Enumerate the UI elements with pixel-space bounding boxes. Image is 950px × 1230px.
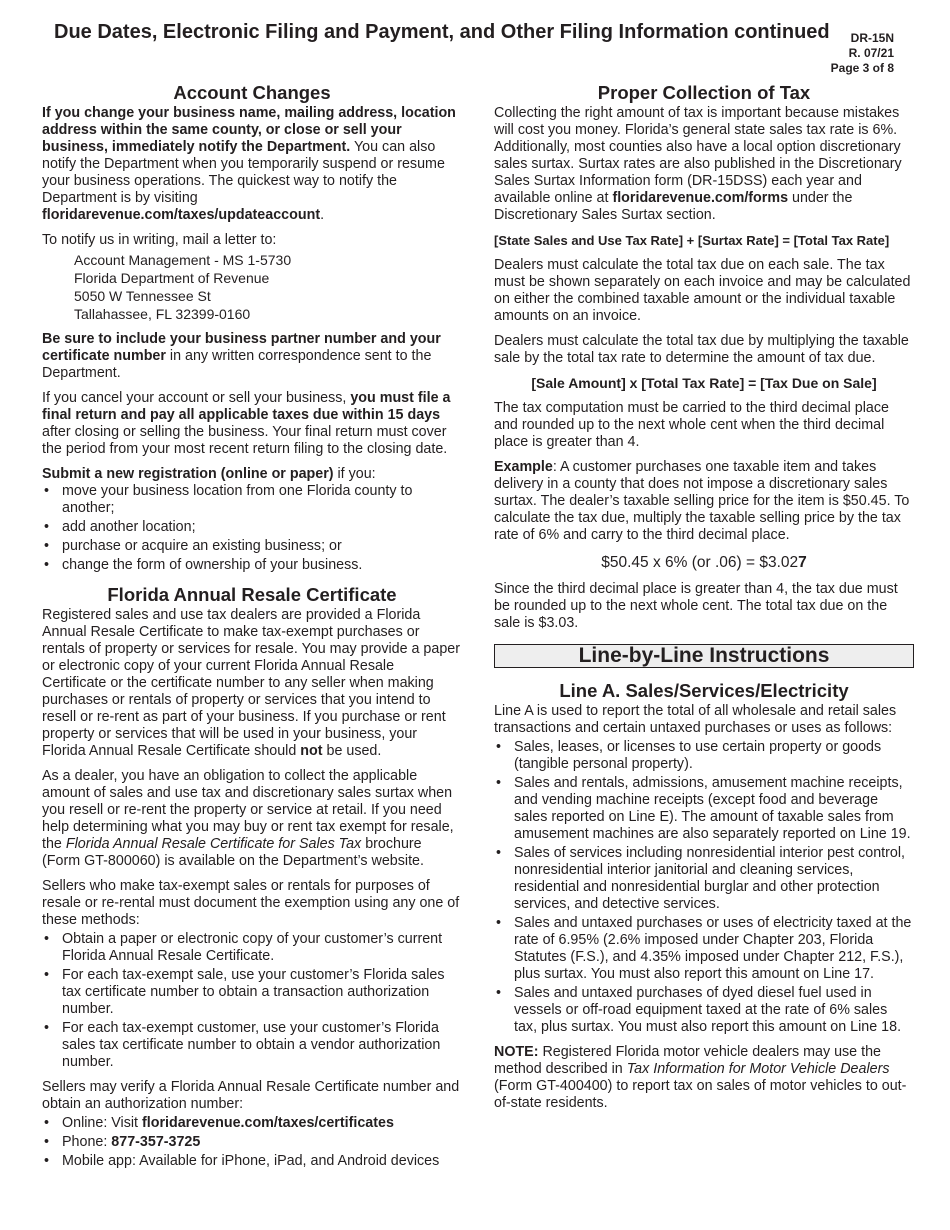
collection-heading: Proper Collection of Tax [597, 82, 811, 103]
account-changes-heading: Account Changes [173, 82, 331, 103]
form-revision: R. 07/21 [848, 46, 894, 60]
left-column [42, 82, 462, 1178]
resale-p1: Registered sales and use tax dealers are provided a Florida Annual Resale Certificate to make tax-exempt purchases or rentals of property or services for resale. You may provide a paper or electronic copy of your current Florida Annual Resale Certificate or the certificate number to any seller when making purchases or rentals of property or services that you intend to resell or re-rent as part of your business. If you purchase or rent property or services that will be used in your business, your Florida Annual Resale Certificate should not be used. [42, 607, 461, 759]
exemption-methods-list [42, 931, 462, 1071]
phone-number: 877-357-3725 [111, 1134, 201, 1150]
list-item: • change the form of ownership of your business. [42, 557, 462, 574]
form-code-block [831, 31, 894, 76]
list-item: • Sales and rentals, admissions, amusement machine receipts, and vending machine receipts (except food and beverage sales reported on Line E). The amount of taxable sales from amusement machines are also separately reported on Line 19. [494, 775, 914, 843]
list-item: • Mobile app: Available for iPhone, iPad, and Android devices [42, 1153, 462, 1170]
collection-p1: Collecting the right amount of tax is important because mistakes will cost you money. Florida’s general state sales tax rate is 6%. Additionally, most counties also have a local option discretionary sales surtax. Surtax rates are also published in the Discretionary Sales Surtax Information form (DR-15DSS) each year and available online at floridarevenue.com/forms under the Discretionary Sales Surtax section. [494, 105, 902, 223]
list-item: • For each tax-exempt sale, use your customer’s Florida sales tax certificate number to obtain a transaction authorization number. [42, 967, 462, 1018]
new-registration-intro: Submit a new registration (online or paper) if you: [42, 466, 376, 482]
resale-p2: As a dealer, you have an obligation to collect the applicable amount of sales and use tax and discretionary sales surtax when you resell or re-rent the property or service at retail. If you need help determining what you may buy or rent tax exempt for resale, the Florida Annual Resale Certificate for Sales Tax brochure (Form GT-800060) is available on the Department’s website. [42, 768, 454, 869]
list-item: • Sales and untaxed purchases or uses of electricity taxed at the rate of 6.95% (2.6% imposed under Chapter 203, Florida Statutes (F.S.), and 4.35% imposed under Chapter 212, F.S.), plus surtax. You must also report this amount on Line 17. [494, 915, 914, 983]
verify-methods-list [42, 1115, 462, 1170]
mail-intro: To notify us in writing, mail a letter to: [42, 232, 277, 248]
mailing-address: Account Management - MS 1-5730 Florida Department of Revenue 5050 W Tennessee St Tallahassee, FL 32399-0160 [74, 252, 292, 322]
page-title: Due Dates, Electronic Filing and Payment, and Other Filing Information continued [54, 21, 830, 43]
forms-link[interactable]: floridarevenue.com/forms [612, 190, 789, 206]
line-a-list [494, 739, 914, 1036]
collection-p3: Dealers must calculate the total tax due by multiplying the taxable sale by the total tax rate to determine the amount of tax due. [494, 333, 909, 366]
list-item: • purchase or acquire an existing business; or [42, 538, 462, 555]
list-item: • Phone: 877-357-3725 [42, 1134, 462, 1151]
collection-p4: The tax computation must be carried to the third decimal place and rounded up to the next whole cent when the third decimal place is greater than 4. [494, 400, 889, 450]
certificates-link[interactable]: floridarevenue.com/taxes/certificates [142, 1115, 394, 1131]
list-item: • Online: Visit floridarevenue.com/taxes/certificates [42, 1115, 462, 1132]
example-paragraph: Example: A customer purchases one taxable item and takes delivery in a county that does not impose a discretionary sales surtax. The dealer’s taxable selling price for the item is $50.45. To calculate the tax due, multiply the taxable selling price by the tax rate of 6% and carry to the third decimal place. [494, 459, 910, 543]
update-account-link[interactable]: floridarevenue.com/taxes/updateaccount [42, 207, 321, 223]
line-a-intro: Line A is used to report the total of all wholesale and retail sales transactions and certain untaxed purchases or uses as follows: [494, 703, 897, 736]
account-changes-intro: If you change your business name, mailing address, location address within the same county, or close or sell your business, immediately notify the Department. You can also notify the Department when you temporarily suspend or resume your business operations. The quickest way to notify the Department is by visiting floridarevenue.com/taxes/updateaccount. [42, 105, 456, 223]
list-item: • Sales and untaxed purchases of dyed diesel fuel used in vessels or off-road equipment taxed at the rate of 6% sales tax, plus surtax. You must also report this amount on Line 18. [494, 985, 914, 1036]
collection-p5: Since the third decimal place is greater than 4, the tax due must be rounded up to the next whole cent. The total tax due on the sale is $3.03. [494, 581, 898, 631]
line-by-line-heading: Line-by-Line Instructions [494, 644, 914, 668]
partner-number-note: Be sure to include your business partner number and your certificate number in any written correspondence sent to the Department. [42, 331, 441, 381]
list-item: • add another location; [42, 519, 462, 536]
tax-rate-formula: [State Sales and Use Tax Rate] + [Surtax Rate] = [Total Tax Rate] [494, 233, 890, 248]
line-a-heading: Line A. Sales/Services/Electricity [559, 680, 849, 701]
new-registration-list [42, 483, 462, 574]
resale-p3: Sellers who make tax-exempt sales or rentals for purposes of resale or re-rental must document the exemption using any one of these methods: [42, 878, 460, 928]
right-column [494, 82, 914, 1120]
resale-heading: Florida Annual Resale Certificate [107, 584, 397, 605]
example-calculation: $50.45 x 6% (or .06) = $3.027 [601, 554, 807, 571]
list-item: • Sales, leases, or licenses to use certain property or goods (tangible personal property). [494, 739, 914, 773]
form-number: DR-15N [850, 31, 894, 45]
motor-vehicle-note: NOTE: Registered Florida motor vehicle dealers may use the method described in Tax Information for Motor Vehicle Dealers (Form GT-400400) to report tax on sales of motor vehicles to out-of-state residents. [494, 1044, 907, 1111]
list-item: • move your business location from one Florida county to another; [42, 483, 462, 517]
page-number: Page 3 of 8 [830, 61, 894, 75]
list-item: • Sales of services including nonresidential interior pest control, nonresidential interior janitorial and cleaning services, residential and nonresidential burglar and other protection services, and detective services. [494, 845, 914, 913]
final-return-note: If you cancel your account or sell your business, you must file a final return and pay all applicable taxes due within 15 days after closing or selling the business. Your final return must cover the period from your most recent return filing to the closing date. [42, 390, 451, 457]
resale-p4: Sellers may verify a Florida Annual Resale Certificate number and obtain an authorization number: [42, 1079, 460, 1112]
collection-p2: Dealers must calculate the total tax due on each sale. The tax must be shown separately on each invoice and may be calculated on either the combined taxable amount or the individual taxable amounts on an invoice. [494, 257, 911, 324]
tax-due-formula: [Sale Amount] x [Total Tax Rate] = [Tax Due on Sale] [531, 375, 877, 391]
list-item: • For each tax-exempt customer, use your customer’s Florida sales tax certificate number to obtain a vendor authorization number. [42, 1020, 462, 1071]
list-item: • Obtain a paper or electronic copy of your customer’s current Florida Annual Resale Certificate. [42, 931, 462, 965]
